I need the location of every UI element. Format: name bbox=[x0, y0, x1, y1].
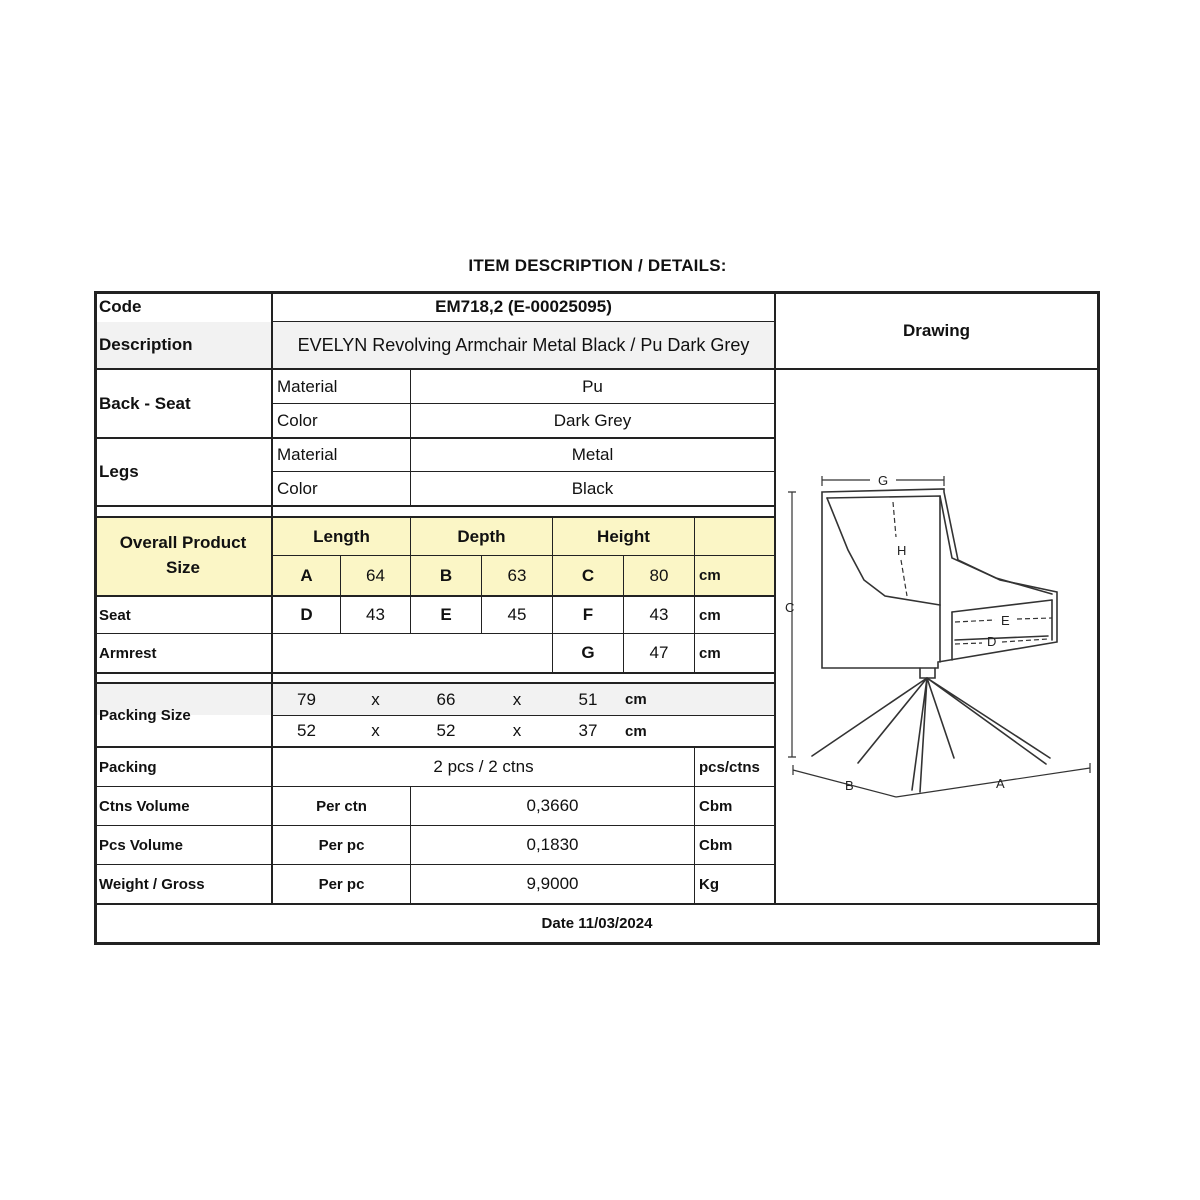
drawing-label-g: G bbox=[878, 473, 889, 488]
pcs-volume-label: Pcs Volume bbox=[99, 836, 183, 854]
ctns-volume-per: Per ctn bbox=[316, 797, 367, 815]
ctns-volume-value: 0,3660 bbox=[526, 796, 579, 815]
code-value: EM718,2 (E-00025095) bbox=[435, 297, 612, 316]
dim-a-value: 64 bbox=[366, 565, 385, 585]
packing-size-row1-width: 66 bbox=[436, 689, 456, 709]
packing-size-row2-height: 37 bbox=[578, 721, 598, 740]
dim-g-letter: G bbox=[581, 643, 595, 662]
description-value: EVELYN Revolving Armchair Metal Black / Pu Dark Grey bbox=[297, 334, 750, 355]
legs-color-label: Color bbox=[277, 478, 318, 498]
back-seat-material-value: Pu bbox=[582, 376, 603, 396]
dim-b-value: 63 bbox=[507, 565, 527, 585]
legs-material-value: Metal bbox=[571, 445, 614, 464]
overall-size-label-line2: Size bbox=[165, 558, 201, 577]
packing-size-row2-length: 52 bbox=[297, 721, 316, 740]
packing-size-row1-length: 79 bbox=[297, 689, 316, 709]
overall-size-label-line1: Overall Product bbox=[119, 533, 247, 552]
height-header: Height bbox=[597, 526, 650, 546]
pcs-volume-value: 0,1830 bbox=[526, 835, 579, 854]
dim-c-value: 80 bbox=[649, 565, 669, 585]
armrest-label: Armrest bbox=[99, 644, 157, 662]
packing-unit: pcs/ctns bbox=[699, 758, 760, 776]
depth-header: Depth bbox=[457, 526, 506, 546]
weight-label: Weight / Gross bbox=[99, 875, 205, 893]
drawing-label-c: C bbox=[785, 600, 795, 615]
dim-d-letter: D bbox=[300, 605, 313, 624]
legs-label: Legs bbox=[99, 462, 139, 481]
back-seat-label: Back - Seat bbox=[99, 393, 191, 413]
drawing-label-b: B bbox=[845, 778, 854, 793]
packing-size-row1-height: 51 bbox=[578, 689, 598, 709]
dim-f-value: 43 bbox=[649, 605, 669, 624]
weight-unit: Kg bbox=[699, 875, 719, 893]
legs-color-value: Black bbox=[571, 478, 614, 498]
dim-c-letter: C bbox=[581, 565, 595, 585]
ctns-volume-unit: Cbm bbox=[699, 797, 733, 815]
packing-size-row1-unit: cm bbox=[625, 691, 647, 708]
dim-g-value: 47 bbox=[649, 643, 669, 662]
overall-unit: cm bbox=[699, 567, 721, 584]
weight-value: 9,9000 bbox=[526, 874, 579, 893]
dim-d-value: 43 bbox=[366, 605, 385, 624]
drawing-label-d: D bbox=[987, 634, 997, 649]
packing-size-row2-x1: x bbox=[371, 721, 380, 740]
length-header: Length bbox=[313, 526, 370, 546]
dim-a-letter: A bbox=[300, 565, 313, 585]
seat-unit: cm bbox=[699, 606, 721, 624]
legs-material-label: Material bbox=[277, 445, 338, 464]
dim-f-letter: F bbox=[582, 605, 594, 624]
packing-label: Packing bbox=[99, 758, 157, 776]
back-seat-color-label: Color bbox=[277, 410, 318, 430]
pcs-volume-unit: Cbm bbox=[699, 836, 733, 854]
packing-size-row2-unit: cm bbox=[625, 722, 647, 740]
packing-size-row1-x2: x bbox=[512, 689, 522, 709]
drawing-label-e: E bbox=[1001, 613, 1010, 628]
dim-e-letter: E bbox=[440, 605, 452, 624]
seat-label: Seat bbox=[99, 606, 131, 624]
weight-per: Per pc bbox=[318, 875, 365, 893]
date-footer: Date 11/03/2024 bbox=[541, 915, 653, 932]
drawing-label-h: H bbox=[897, 543, 907, 558]
dim-e-value: 45 bbox=[507, 605, 527, 624]
packing-size-row1-x1: x bbox=[371, 689, 380, 709]
document-title: ITEM DESCRIPTION / DETAILS: bbox=[468, 256, 727, 275]
armrest-unit: cm bbox=[699, 644, 721, 662]
back-seat-material-label: Material bbox=[277, 376, 338, 396]
packing-size-label: Packing Size bbox=[99, 706, 191, 724]
armchair-drawing bbox=[777, 372, 1098, 902]
ctns-volume-label: Ctns Volume bbox=[99, 797, 190, 815]
pcs-volume-per: Per pc bbox=[318, 836, 365, 854]
packing-value: 2 pcs / 2 ctns bbox=[433, 757, 534, 776]
dim-b-letter: B bbox=[439, 565, 453, 585]
drawing-label-a: A bbox=[996, 776, 1005, 791]
packing-size-row2-width: 52 bbox=[436, 721, 456, 740]
drawing-header: Drawing bbox=[902, 321, 971, 340]
back-seat-color-value: Dark Grey bbox=[553, 410, 632, 430]
packing-size-row2-x2: x bbox=[512, 721, 522, 740]
code-label: Code bbox=[99, 297, 142, 316]
description-label: Description bbox=[99, 335, 193, 354]
